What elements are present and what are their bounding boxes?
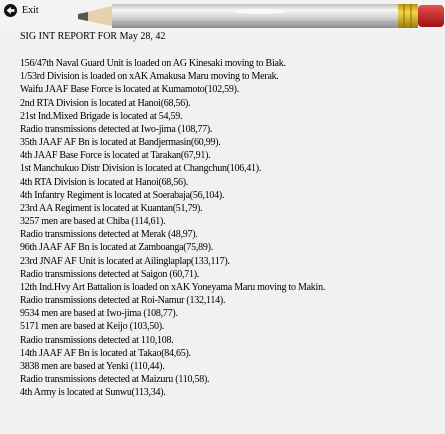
report-line: Radio transmissions detected at Iwo-jima (108,77). — [20, 123, 213, 135]
report-line: Radio transmissions detected at 110,108. — [20, 334, 174, 346]
report-line: 2nd RTA Division is located at Hanoi(68,56). — [20, 97, 191, 109]
exit-arrow-icon[interactable] — [4, 4, 17, 17]
report-line: 96th JAAF AF Bn is located at Zamboanga(75,89). — [20, 242, 213, 254]
report-line: 35th JAAF AF Bn is located at Bandjermasin(60,99). — [20, 137, 221, 149]
report-line: Radio transmissions detected at Merak (48,97). — [20, 229, 198, 241]
report-list — [20, 57, 440, 399]
report-line: 3257 men are based at Chiba (114,61). — [20, 216, 166, 228]
report-title: SIG INT REPORT FOR May 28, 42 — [20, 31, 166, 42]
report-line: 4th Army is located at Sunwu(113,34). — [20, 387, 166, 399]
report-line: 156/47th Naval Guard Unit is loaded on AG Kinesaki moving to Biak. — [20, 58, 286, 69]
pencil-image — [78, 0, 444, 32]
exit-button[interactable] — [4, 3, 39, 17]
report-line: 23rd AA Regiment is located at Kuantan(51,79). — [20, 202, 203, 214]
report-line: 14th JAAF AF Bn is located at Takao(84,65). — [20, 347, 191, 359]
report-line: 4th RTA Division is located at Hanoi(68,56). — [20, 176, 189, 188]
report-line: 4th Infantry Regiment is located at Soerabaja(56,104). — [20, 189, 225, 201]
report-line: 5171 men are based at Keijo (103,50). — [20, 321, 165, 333]
report-line: Radio transmissions detected at Maizuru (110,58). — [20, 374, 210, 386]
report-line: Radio transmissions detected at Roi-Namur (132,114). — [20, 295, 226, 307]
report-line: 1/53rd Division is loaded on xAK Amakusa Maru moving to Merak. — [20, 71, 279, 83]
report-line: 12th Ind.Hvy Art Battalion is loaded on xAK Yoneyama Maru moving to Makin. — [20, 281, 326, 293]
exit-label: Exit — [22, 4, 39, 16]
report-line: Waifu JAAF Base Force is located at Kumamoto(102,59). — [20, 84, 239, 96]
report-line: 1st Manchukuo Distr Division is located at Changchun(106,41). — [20, 163, 262, 175]
report-line: Radio transmissions detected at Saigon (60,71). — [20, 268, 200, 280]
report-line: 9534 men are based at Iwo-jima (108,77). — [20, 308, 178, 320]
top-bar — [0, 0, 445, 30]
report-line: 21st Ind.Mixed Brigade is located at 54,59. — [20, 110, 183, 122]
sigint-report — [20, 30, 440, 399]
report-line: 23rd JNAF AF Unit is located at Ailinglaplap(133,117). — [20, 255, 230, 267]
report-line: 3838 men are based at Yenki (110,44). — [20, 360, 165, 372]
report-line: 4th JAAF Base Force is located at Tarakan(67,91). — [20, 150, 211, 162]
